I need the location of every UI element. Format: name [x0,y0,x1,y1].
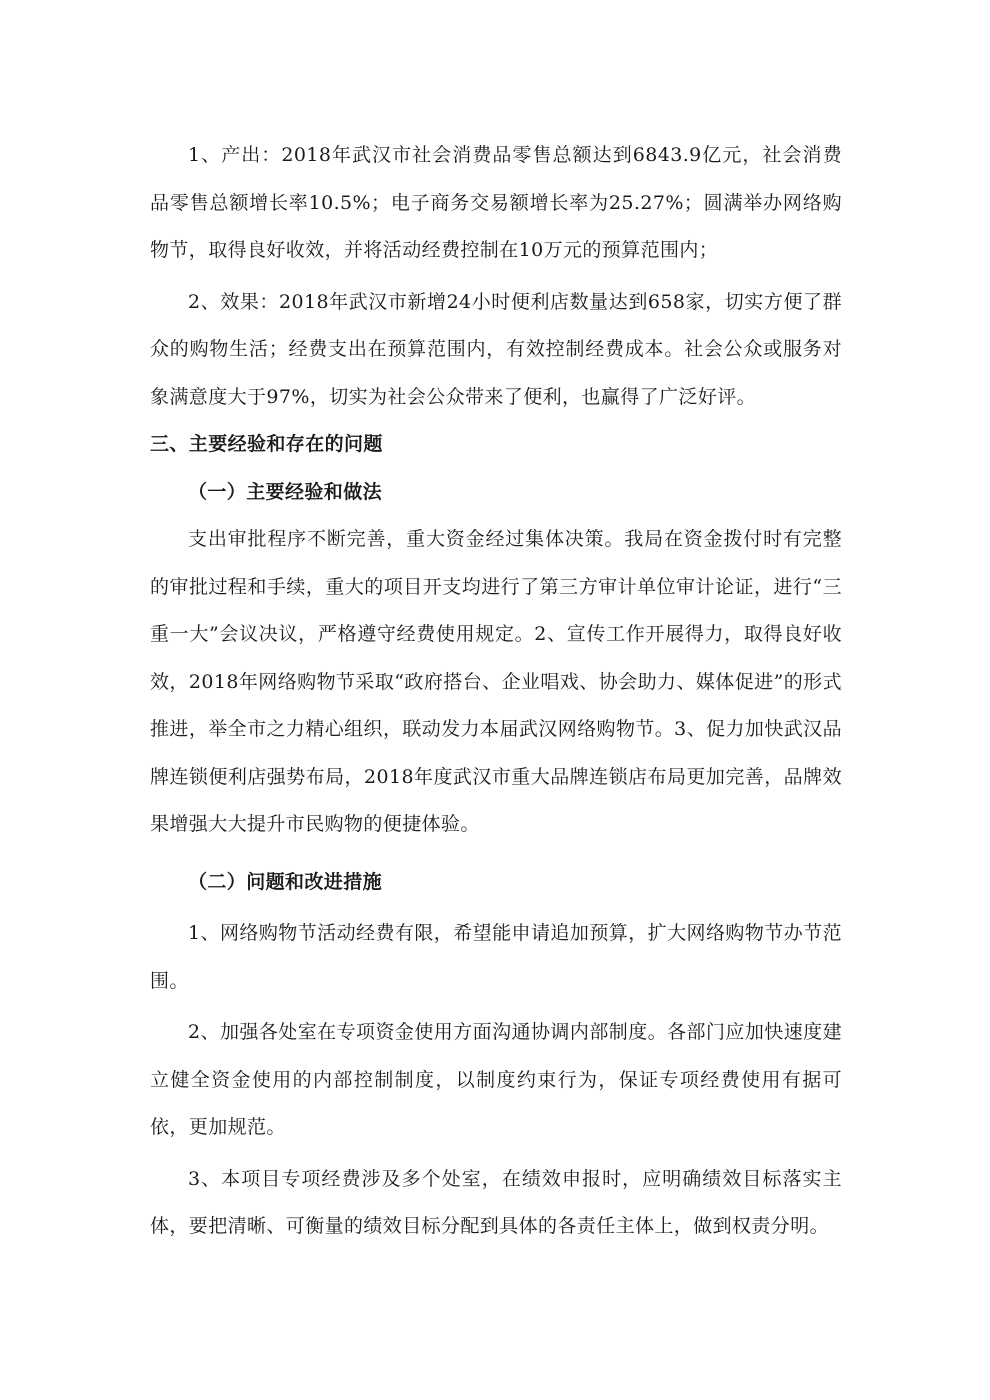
paragraph-output: 1、产出：2018年武汉市社会消费品零售总额达到6843.9亿元，社会消费品零售总额增长率10.5%；电子商务交易额增长率为25.27%；圆满举办网络购物节，取得良好收效，并将活动经费控制在10万元的预算范围内； [150,144,842,261]
paragraph-effect: 2、效果：2018年武汉市新增24小时便利店数量达到658家，切实方便了群众的购物生活；经费支出在预算范围内，有效控制经费成本。社会公众或服务对象满意度大于97%，切实为社会公众带来了便利，也赢得了广泛好评。 [150,290,842,408]
document-body [150,132,842,1251]
section-3-heading: 三、主要经验和存在的问题 [150,433,383,455]
subsection-1-heading: （一）主要经验和做法 [188,480,383,503]
paragraph-issue-3: 3、本项目专项经费涉及多个处室，在绩效申报时，应明确绩效目标落实主体，要把清晰、可衡量的绩效目标分配到具体的各责任主体上，做到权责分明。 [150,1167,842,1237]
paragraph-issue-1: 1、网络购物节活动经费有限，希望能申请追加预算，扩大网络购物节办节范围。 [150,922,842,992]
paragraph-experience: 支出审批程序不断完善，重大资金经过集体决策。我局在资金拨付时有完整的审批过程和手续，重大的项目开支均进行了第三方审计单位审计论证，进行“三重一大”会议决议，严格遵守经费使用规定。2、宣传工作开展得力，取得良好收效，2018年网络购物节采取“政府搭台、企业唱戏、协会助力、媒体促进”的形式推进，举全市之力精心组织，联动发力本届武汉网络购物节。3、促力加快武汉品牌连锁便利店强势布局，2018年度武汉市重大品牌连锁店布局更加完善，品牌效果增强大大提升市民购物的便捷体验。 [150,528,842,835]
paragraph-issue-2: 2、加强各处室在专项资金使用方面沟通协调内部制度。各部门应加快速度建立健全资金使用的内部控制制度，以制度约束行为，保证专项经费使用有据可依，更加规范。 [150,1021,842,1138]
subsection-2-heading: （二）问题和改进措施 [188,870,383,893]
